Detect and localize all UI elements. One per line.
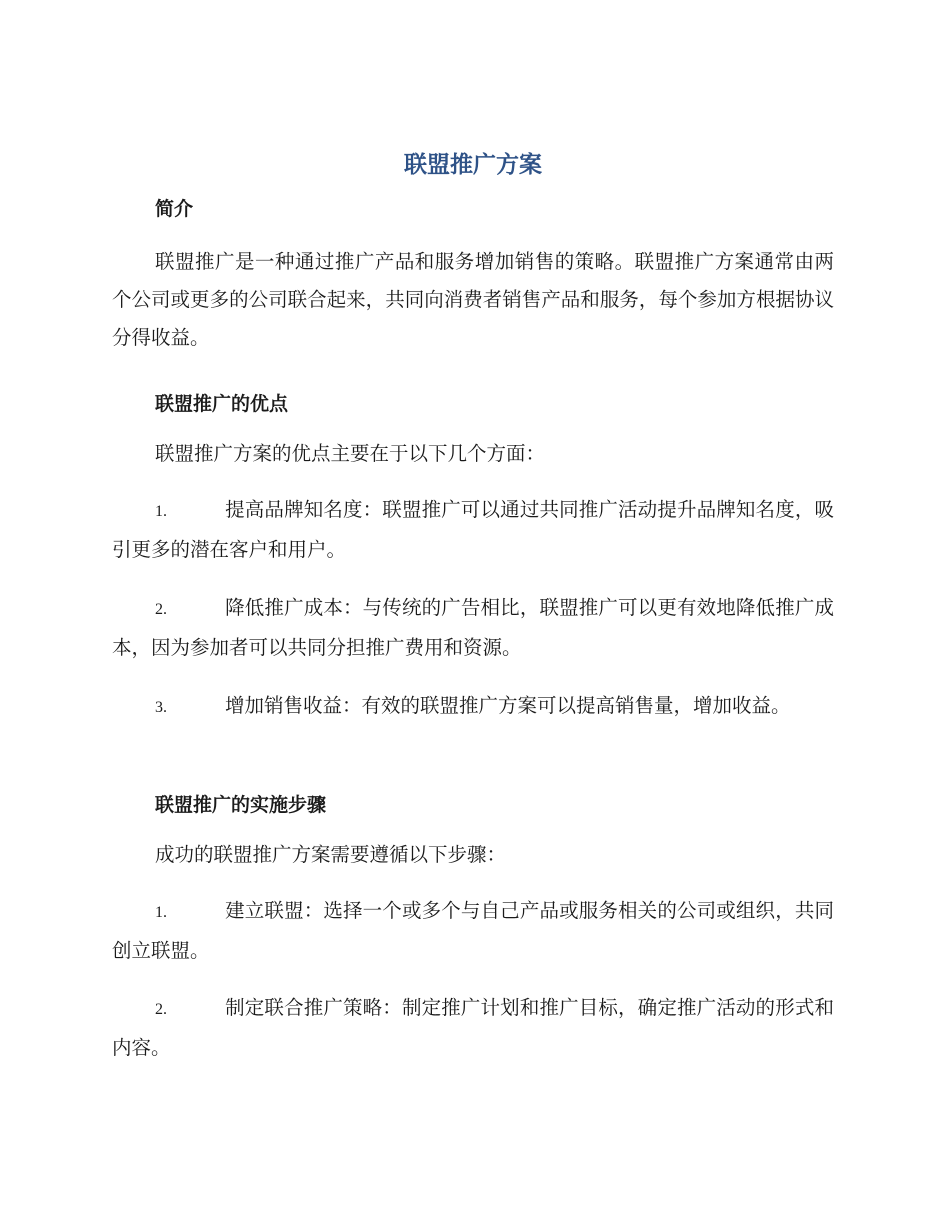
list-item bbox=[112, 491, 834, 569]
section-heading-steps: 联盟推广的实施步骤 bbox=[155, 794, 327, 816]
list-number: 1. bbox=[155, 503, 167, 520]
list-item bbox=[112, 589, 834, 667]
list-text: 建立联盟：选择一个或多个与自己产品或服务相关的公司或组织，共同创立联盟。 bbox=[112, 899, 834, 962]
list-text: 提高品牌知名度：联盟推广可以通过共同推广活动提升品牌知名度，吸引更多的潜在客户和用户。 bbox=[112, 498, 834, 561]
list-number: 1. bbox=[155, 904, 167, 921]
intro-paragraph: 联盟推广是一种通过推广产品和服务增加销售的策略。联盟推广方案通常由两个公司或更多的公司联合起来，共同向消费者销售产品和服务，每个参加方根据协议分得收益。 bbox=[112, 250, 834, 349]
section-heading-intro: 简介 bbox=[155, 198, 194, 220]
list-item bbox=[112, 989, 834, 1067]
list-item bbox=[112, 892, 834, 970]
list-number: 3. bbox=[155, 699, 167, 716]
list-text: 降低推广成本：与传统的广告相比，联盟推广可以更有效地降低推广成本，因为参加者可以共同分担推广费用和资源。 bbox=[112, 596, 834, 659]
steps-intro: 成功的联盟推广方案需要遵循以下步骤： bbox=[155, 843, 507, 866]
list-text: 增加销售收益：有效的联盟推广方案可以提高销售量，增加收益。 bbox=[225, 694, 791, 717]
list-number: 2. bbox=[155, 601, 167, 618]
section-heading-advantages: 联盟推广的优点 bbox=[155, 393, 289, 415]
list-text: 制定联合推广策略：制定推广计划和推广目标，确定推广活动的形式和内容。 bbox=[112, 996, 834, 1059]
list-item bbox=[112, 687, 834, 727]
document-title: 联盟推广方案 bbox=[404, 152, 542, 178]
advantages-intro: 联盟推广方案的优点主要在于以下几个方面： bbox=[155, 442, 546, 465]
list-number: 2. bbox=[155, 1001, 167, 1018]
